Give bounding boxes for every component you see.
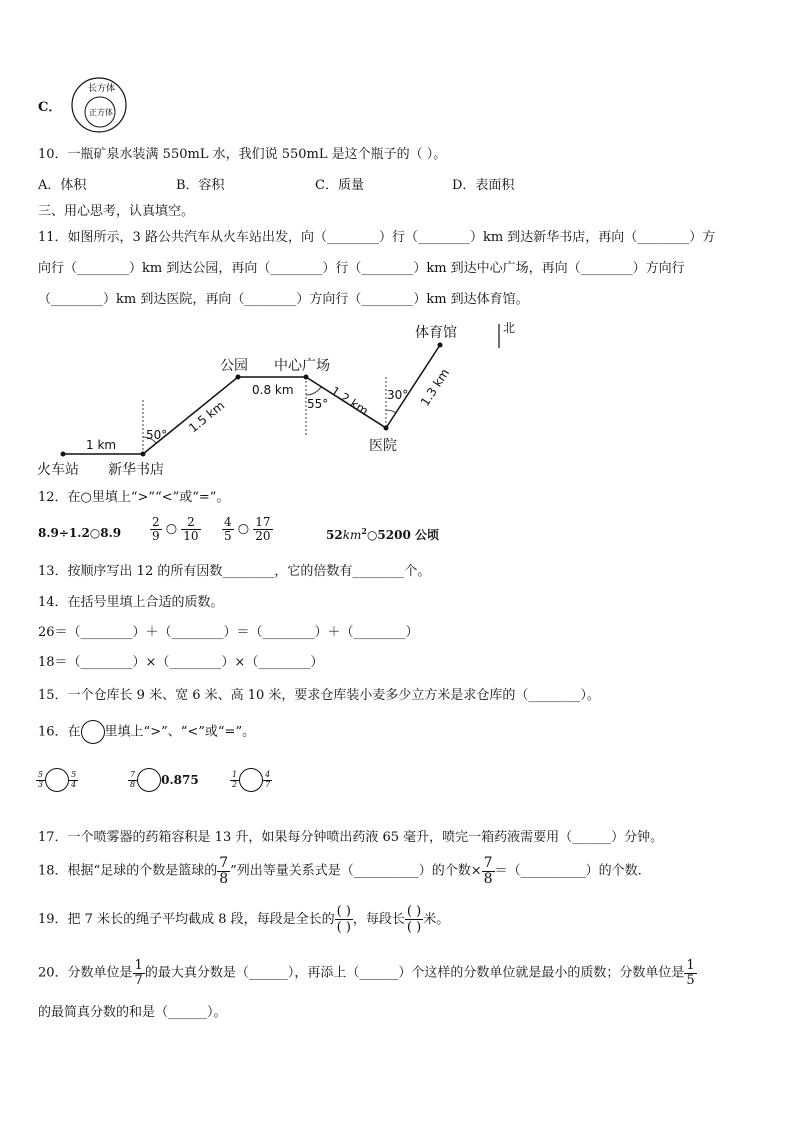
- label-bookstore: 新华书店: [108, 462, 164, 478]
- point-stadium: [438, 343, 443, 348]
- label-seg3: 0.8 km: [252, 383, 294, 397]
- label-plaza: 中心广场: [274, 358, 330, 374]
- label-hospital: 医院: [369, 438, 397, 454]
- q11-line1: 11．如图所示，3 路公共汽车从火车站出发，向（________）行（________）km 到达新华书店，再向（________）方: [38, 230, 716, 245]
- route-seg-bookstore-park: [143, 377, 238, 454]
- q10-option-a[interactable]: A．体积: [38, 178, 87, 193]
- q16-item1: $\frac{5}{3}$ $\frac{5}{4}$: [36, 768, 78, 792]
- q11-line3: （________）km 到达医院，再向（________）方向行（________）km 到达体育馆。: [38, 292, 529, 307]
- label-stadium: 体育馆: [415, 325, 457, 341]
- outer-label: 长方体: [88, 84, 116, 94]
- angle-arc-3: [386, 410, 396, 413]
- q13-text: 13．按顺序写出 12 的所有因数________，它的倍数有________个。: [38, 564, 431, 579]
- inner-label: 正方体: [89, 108, 113, 117]
- q12-title: 12．在○里填上“>”“<”或“=”。: [38, 490, 230, 505]
- point-plaza: [304, 375, 309, 380]
- q12-item4: $52km^2○5200$ 公顷: [326, 526, 439, 542]
- q16-item3: $\frac{1}{2}$ $\frac{4}{7}$: [230, 768, 272, 792]
- q19-text: 19．把 7 米长的绳子平均截成 8 段，每段是全长的 ( ) ( ) ，每段长 ( ) ( ) 米。: [38, 904, 450, 935]
- q12-item2: $\frac{2}{9}$ ○ $\frac{2}{10}$: [152, 515, 199, 543]
- q16-item2: $\frac{7}{8}$ 0.875: [128, 768, 199, 792]
- q20-line2: 的最简真分数的和是（______）。: [38, 1005, 227, 1020]
- q12-item3: $\frac{4}{5}$ ○ $\frac{17}{20}$: [224, 515, 271, 543]
- angle-arc-2: [306, 387, 321, 395]
- q9-venn-diagram: [70, 76, 128, 134]
- q14-line1: 26＝（________）＋（________）＝（________）＋（________）: [38, 625, 419, 640]
- point-station: [61, 452, 66, 457]
- point-park: [236, 375, 241, 380]
- q10-text: 10．一瓶矿泉水装满 550mL 水，我们说 550mL 是这个瓶子的（ ）。: [38, 147, 447, 162]
- label-angle2: 55°: [307, 397, 329, 411]
- q17-text: 17．一个喷雾器的药箱容积是 13 升，如果每分钟喷出药液 65 毫升，喷完一箱药液需要用（______）分钟。: [38, 830, 664, 845]
- q10-option-d[interactable]: D．表面积: [452, 178, 515, 193]
- q18-text: 18．根据“足球的个数是篮球的 $\frac{7}{8}$ ”列出等量关系式是（__________）的个数× $\frac{7}{8}$ ＝（__________）的个数.: [38, 855, 642, 887]
- q10-option-c[interactable]: C．质量: [315, 178, 364, 193]
- point-hospital: [384, 426, 389, 431]
- label-angle1: 50°: [146, 428, 168, 442]
- q16-answer-circle-1[interactable]: [45, 768, 69, 792]
- q16-title: 16．在 里填上“>”、“<”或“=”。: [38, 720, 255, 744]
- q15-text: 15．一个仓库长 9 米、宽 6 米、高 10 米，要求仓库装小麦多少立方米是求仓库的（________）。: [38, 688, 600, 703]
- q9-option-c-label: C．: [38, 100, 62, 115]
- q14-line2: 18＝（________）×（________）×（________）: [38, 655, 324, 670]
- q14-title: 14．在括号里填上合适的质数。: [38, 595, 224, 610]
- q16-circle-icon: [81, 720, 105, 744]
- label-seg2: 1.5 km: [186, 398, 228, 436]
- q12-item1: 8.9÷1.2○8.9: [38, 526, 122, 540]
- label-seg5: 1.3 km: [417, 366, 453, 409]
- section-3-heading: 三、用心思考，认真填空。: [38, 204, 195, 219]
- route-map: [30, 315, 530, 480]
- q16-answer-circle-3[interactable]: [239, 768, 263, 792]
- q11-line2: 向行（________）km 到达公园，再向（________）行（________）km 到达中心广场，再向（________）方向行: [38, 261, 685, 276]
- q10-option-b[interactable]: B．容积: [176, 178, 225, 193]
- label-angle3: 30°: [387, 388, 409, 402]
- label-seg1: 1 km: [86, 438, 117, 452]
- point-bookstore: [141, 452, 146, 457]
- q20-line1: 20．分数单位是 $\frac{1}{7}$ 的最大真分数是（______），再添上（______）个这样的分数单位就是最小的质数；分数单位是 $\frac{1}{5}$: [38, 958, 695, 988]
- label-north: 北: [503, 321, 516, 335]
- label-park: 公园: [220, 358, 248, 374]
- q16-answer-circle-2[interactable]: [137, 768, 161, 792]
- label-station: 火车站: [37, 462, 79, 478]
- label-seg4: 1.2 km: [328, 383, 371, 419]
